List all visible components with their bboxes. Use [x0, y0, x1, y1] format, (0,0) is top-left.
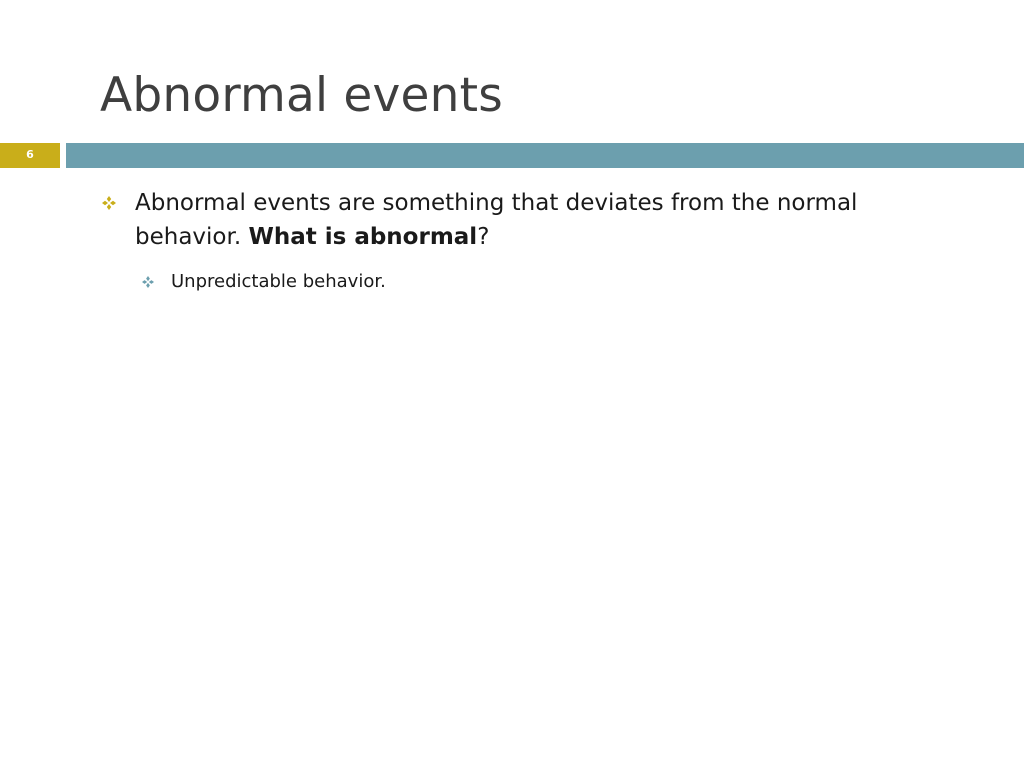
sub-bullet-text: Unpredictable behavior.: [171, 271, 386, 292]
slide-title: Abnormal events: [100, 68, 503, 123]
bullet-text-part: Abnormal events are something that deviates from the normal behavior.: [135, 190, 858, 250]
bullet-text-end: ?: [477, 224, 490, 250]
diamond-cluster-icon: [142, 276, 154, 288]
bullet-text: [135, 186, 895, 254]
slide-number: 6: [26, 148, 34, 161]
diamond-cluster-icon: [102, 196, 116, 210]
header-bar: [66, 143, 1024, 168]
bullet-text-bold: What is abnormal: [248, 224, 478, 250]
